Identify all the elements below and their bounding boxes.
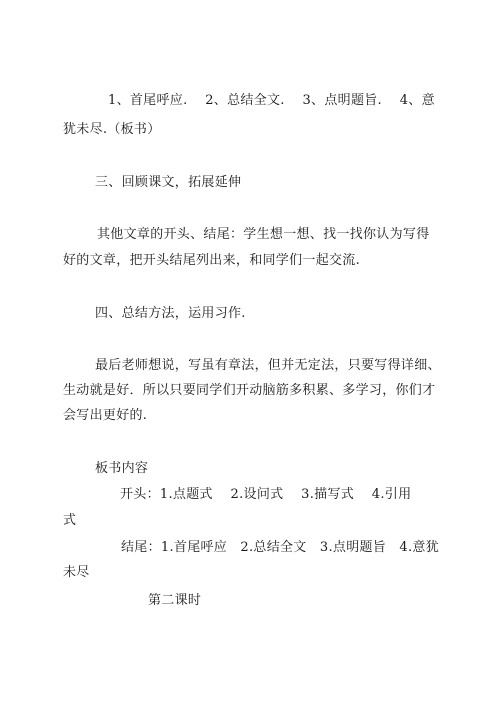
teacher-closing-line-2: 生动就是好．所以只要同学们开动脑筋多积累、多学习，你们才 <box>63 383 436 398</box>
section-three-heading: 三、回顾课文，拓展延伸 <box>95 175 242 190</box>
lesson-two-heading: 第二课时 <box>148 593 202 608</box>
board-opening-line-1: 开头：1.点题式 2.设问式 3.描写式 4.引用 <box>120 487 412 502</box>
board-opening-line-2: 式 <box>63 513 77 528</box>
summary-list-line-1: 1、首尾呼应. 2、总结全文. 3、点明题旨. 4、意 <box>108 93 435 108</box>
teacher-closing-line-1: 最后老师想说，写虽有章法，但并无定法，只要写得详细、 <box>95 358 441 373</box>
board-content-title: 板书内容 <box>95 461 149 476</box>
section-four-heading: 四、总结方法，运用习作. <box>95 306 246 321</box>
board-ending-line-2: 未尽 <box>63 565 90 580</box>
other-articles-paragraph-line-2: 好的文章，把开头结尾列出来，和同学们一起交流. <box>63 253 361 268</box>
board-ending-line-1: 结尾：1.首尾呼应 2.总结全文 3.点明题旨 4.意犹 <box>121 540 440 555</box>
teacher-closing-line-3: 会写出更好的. <box>63 408 148 423</box>
summary-list-line-2: 犹未尽.（板书） <box>63 122 161 137</box>
other-articles-paragraph-line-1: 其他文章的开头、结尾：学生想一想、找一找你认为写得 <box>97 227 430 242</box>
